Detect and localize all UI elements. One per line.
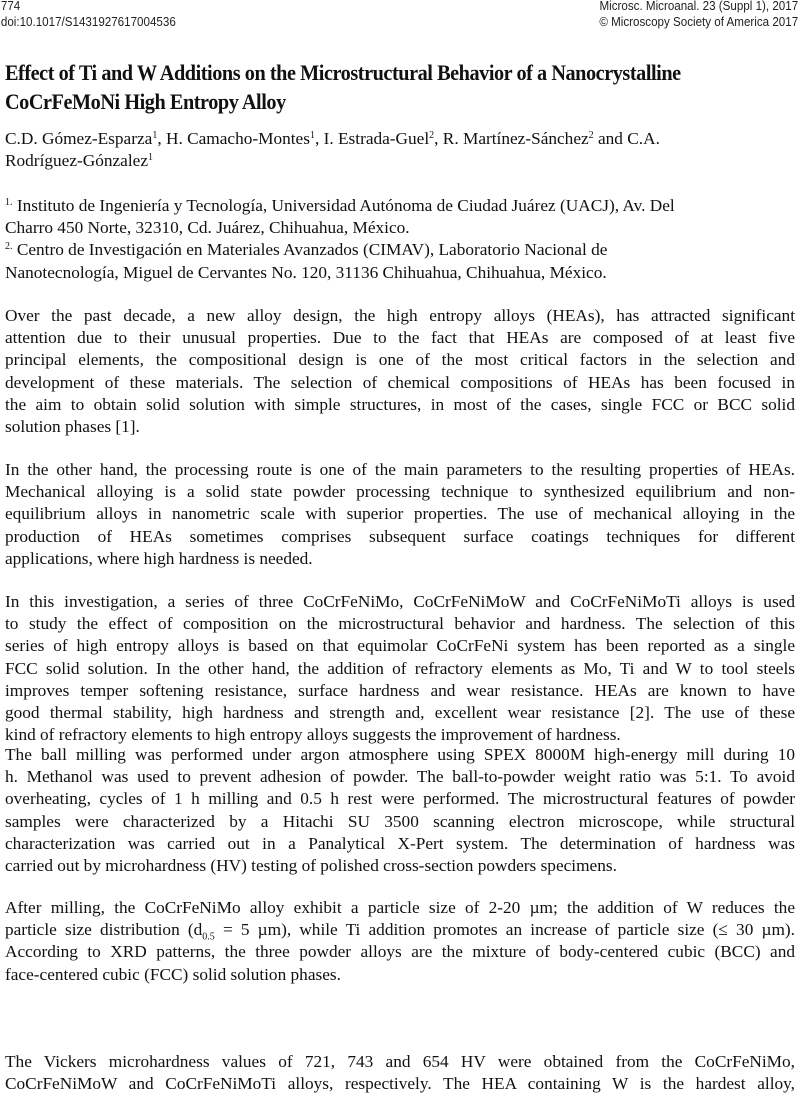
text-line: the aim to obtain solid solution with simple structures, in most of the cases, single FCC or BCC solid bbox=[5, 394, 795, 414]
text-line: kind of refractory elements to high entropy alloys suggests the improvement of hardness. bbox=[5, 725, 621, 745]
text-line: solution phases [1]. bbox=[5, 417, 140, 437]
affiliation-mark: 2 bbox=[588, 130, 594, 141]
text-line: equilibrium alloys in nanometric scale with superior properties. The use of mechanical alloying in the bbox=[5, 504, 795, 524]
text-line: attention due to their unusual properties. Due to the fact that HEAs are composed of at least five bbox=[5, 328, 795, 348]
affiliation-1 bbox=[5, 195, 795, 217]
paragraph-intro bbox=[5, 305, 795, 438]
paragraph-results-particle-size bbox=[5, 897, 795, 986]
subscript: 0.5 bbox=[202, 931, 215, 943]
affiliations bbox=[5, 195, 795, 284]
text-line bbox=[5, 919, 795, 941]
author-list bbox=[5, 128, 765, 172]
separator: and C.A. bbox=[593, 129, 660, 148]
paragraph-processing bbox=[5, 459, 795, 570]
text-line: face-centered cubic (FCC) solid solution phases. bbox=[5, 964, 341, 984]
text-line: The ball milling was performed under argon atmosphere using SPEX 8000M high-energy mill during 10 bbox=[5, 745, 795, 764]
separator: , bbox=[314, 129, 324, 148]
text-line: characterization was carried out in a Panalytical X-Pert system. The determination of hardness was bbox=[5, 833, 795, 853]
text-line: After milling, the CoCrFeNiMo alloy exhibit a particle size of 2-20 µm; the addition of W reduces the bbox=[5, 898, 795, 917]
text-line: CoCrFeNiMoW and CoCrFeNiMoTi alloys, respectively. The HEA containing W is the hardest alloy, bbox=[5, 1074, 795, 1094]
affiliation-text: Centro de Investigación en Materiales Avanzados (CIMAV), Laboratorio Nacional de bbox=[12, 240, 608, 260]
text-line: development of these materials. The selection of chemical compositions of HEAs has been focused in bbox=[5, 372, 795, 392]
author: C.D. Gómez-Esparza bbox=[5, 129, 153, 148]
page-header bbox=[0, 0, 800, 34]
affiliation-mark: 1 bbox=[147, 152, 153, 164]
separator: , bbox=[157, 129, 166, 148]
text-line: Mechanical alloying is a solid state powder processing technique to synthesized equilibrium and non- bbox=[5, 482, 795, 502]
affiliation-mark: 1 bbox=[309, 130, 315, 141]
separator: , bbox=[434, 129, 443, 148]
text-line: In the other hand, the processing route is one of the main parameters to the resulting properties of HEAs. bbox=[5, 460, 795, 479]
author: Rodríguez-Gónzalez bbox=[5, 151, 148, 171]
journal-citation: Microsc. Microanal. 23 (Suppl 1), 2017 bbox=[599, 0, 799, 13]
text-line: samples were characterized by a Hitachi SU 3500 scanning electron microscope, while structural bbox=[5, 811, 795, 831]
paragraph-results-hardness bbox=[5, 1051, 795, 1095]
text-line: carried out by microhardness (HV) testing of polished cross-section powders specimens. bbox=[5, 856, 617, 876]
title-line: CoCrFeMoNi High Entropy Alloy bbox=[5, 89, 286, 114]
text-fragment: particle size distribution (d bbox=[5, 920, 203, 940]
text-line: good thermal stability, high hardness and strength and, excellent wear resistance [2]. The use of these bbox=[5, 703, 795, 723]
text-line: improves temper softening resistance, surface hardness and wear resistance. HEAs are known to have bbox=[5, 680, 795, 700]
affiliation-1-cont: Charro 450 Norte, 32310, Cd. Juárez, Chihuahua, México. bbox=[5, 218, 410, 238]
text-fragment: = 5 µm), while Ti addition promotes an increase of particle size (≤ 30 µm). bbox=[214, 920, 795, 940]
copyright: © Microscopy Society of America 2017 bbox=[599, 14, 799, 29]
affiliation-mark: 1 bbox=[152, 130, 158, 141]
text-line: According to XRD patterns, the three powder alloys are the mixture of body-centered cubic (BCC) and bbox=[5, 942, 795, 962]
text-line: In this investigation, a series of three CoCrFeNiMo, CoCrFeNiMoW and CoCrFeNiMoTi alloys is used bbox=[5, 592, 795, 611]
text-line: FCC solid solution. In the other hand, the addition of refractory elements as Mo, Ti and W to tool steels bbox=[5, 658, 795, 678]
text-line: h. Methanol was used to prevent adhesion of powder. The ball-to-powder weight ratio was 5:1. To avoid bbox=[5, 767, 795, 787]
affiliation-mark: 2. bbox=[5, 241, 13, 253]
author: H. Camacho-Montes bbox=[165, 129, 310, 148]
text-line: to study the effect of composition on the microstructural behavior and hardness. The selection of this bbox=[5, 614, 795, 634]
affiliation-mark: 2 bbox=[429, 130, 435, 141]
doi[interactable]: doi:10.1017/S1431927617004536 bbox=[0, 14, 176, 29]
text-line: Over the past decade, a new alloy design, the high entropy alloys (HEAs), has attracted significant bbox=[5, 306, 795, 325]
text-line: overheating, cycles of 1 h milling and 0.5 h rest were performed. The microstructural features of powder bbox=[5, 789, 795, 809]
affiliation-2-cont: Nanotecnología, Miguel de Cervantes No. 120, 31136 Chihuahua, Chihuahua, México. bbox=[5, 262, 607, 282]
paragraph-investigation bbox=[5, 591, 795, 746]
paragraph-methods bbox=[5, 744, 795, 877]
text-line: The Vickers microhardness values of 721, 743 and 654 HV were obtained from the CoCrFeNiMo, bbox=[5, 1052, 795, 1071]
title-line: Effect of Ti and W Additions on the Microstructural Behavior of a Nanocrystalline bbox=[5, 60, 681, 85]
affiliation-2 bbox=[5, 239, 795, 261]
text-line: applications, where high hardness is needed. bbox=[5, 548, 313, 568]
text-line: principal elements, the compositional design is one of the most critical factors in the selection and bbox=[5, 350, 795, 370]
paper-title bbox=[5, 58, 725, 116]
text-line: series of high entropy alloys is based on that equimolar CoCrFeNi system has been reported as a single bbox=[5, 636, 795, 656]
author: I. Estrada-Guel bbox=[323, 129, 430, 148]
author: R. Martínez-Sánchez bbox=[442, 129, 589, 148]
affiliation-text: Instituto de Ingeniería y Tecnología, Universidad Autónoma de Ciudad Juárez (UACJ), Av. Del bbox=[12, 196, 675, 215]
affiliation-mark: 1. bbox=[5, 197, 13, 208]
text-line: production of HEAs sometimes comprises subsequent surface coatings techniques for different bbox=[5, 526, 795, 546]
page-number: 774 bbox=[0, 0, 21, 13]
